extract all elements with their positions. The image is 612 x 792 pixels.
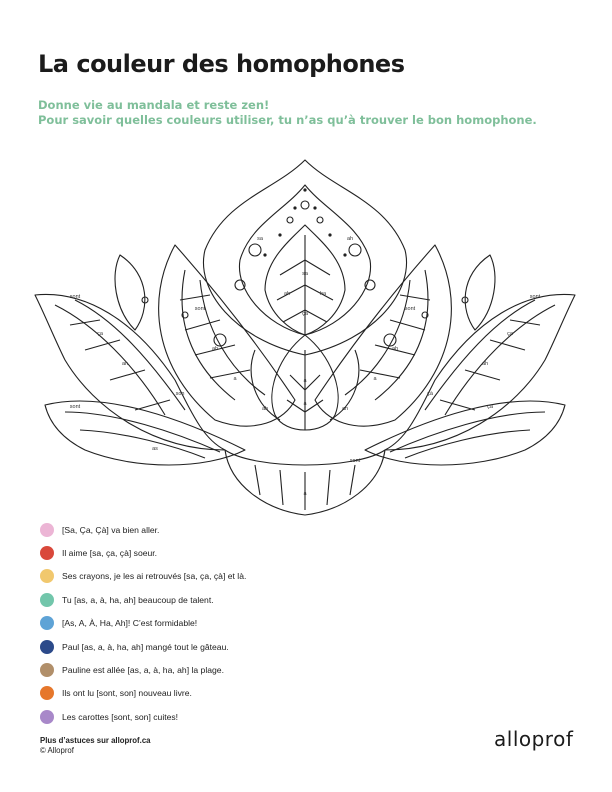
- lotus-mandala-illustration: [25, 150, 585, 520]
- legend-item: [40, 612, 370, 635]
- zone-label: a: [303, 378, 307, 384]
- zone-label: sont: [404, 306, 416, 312]
- zone-label: ça: [487, 404, 493, 410]
- color-swatch: [40, 663, 54, 677]
- page-title: La couleur des homophones: [38, 50, 405, 78]
- zone-label: sa: [257, 236, 263, 242]
- copyright: © Alloprof: [40, 746, 74, 755]
- zone-label: sa: [302, 271, 308, 277]
- legend-sentence: [Sa, Ça, Çà] va bien aller.: [62, 524, 160, 535]
- zone-label: sont: [194, 306, 206, 312]
- legend-sentence: Les carottes [sont, son] cuites!: [62, 711, 179, 722]
- legend-item: [40, 682, 370, 705]
- zone-label: ah: [261, 406, 269, 412]
- right-petal: [315, 245, 451, 426]
- zone-label: sont: [69, 294, 81, 300]
- zone-label: ça: [302, 311, 308, 317]
- color-swatch: [40, 523, 54, 537]
- legend-item: [40, 658, 370, 681]
- zone-label: ha: [319, 291, 327, 297]
- subtitle-line-1: Donne vie au mandala et reste zen!: [38, 98, 270, 112]
- bottom-right-leaf: [365, 401, 565, 465]
- zone-label: ah: [391, 346, 399, 352]
- color-swatch: [40, 569, 54, 583]
- zone-label: ah: [283, 291, 291, 297]
- zone-label: son: [175, 391, 185, 397]
- zone-label: ah: [341, 406, 349, 412]
- legend-item: [40, 588, 370, 611]
- legend-item: [40, 518, 370, 541]
- zone-label: a: [233, 376, 237, 382]
- alloprof-logo: alloprof: [494, 727, 574, 751]
- legend-sentence: Paul [as, a, à, ha, ah] mangé tout le gâteau.: [62, 641, 229, 652]
- legend-sentence: Tu [as, a, à, ha, ah] beaucoup de talent.: [62, 594, 214, 605]
- legend-item: [40, 635, 370, 658]
- zone-label: a: [303, 491, 307, 497]
- color-swatch: [40, 593, 54, 607]
- legend-sentence: [As, A, À, Ha, Ah]! C’est formidable!: [62, 618, 198, 629]
- zone-label: sont: [349, 458, 361, 464]
- zone-label: ça: [97, 331, 103, 337]
- zone-label: ah: [211, 346, 219, 352]
- zone-label: ah: [481, 361, 489, 367]
- bottom-left-leaf: [45, 401, 245, 465]
- zone-label: ah: [121, 361, 129, 367]
- subtitle-line-2: Pour savoir quelles couleurs utiliser, tu n’as qu’à trouver le bon homophone.: [38, 113, 537, 127]
- zone-label: a: [373, 376, 377, 382]
- zone-label: ça: [507, 331, 513, 337]
- color-swatch: [40, 546, 54, 560]
- zone-label: as: [152, 446, 158, 452]
- zone-label: sont: [529, 294, 541, 300]
- color-swatch: [40, 686, 54, 700]
- legend-sentence: Ses crayons, je les ai retrouvés [sa, ça, çà] et là.: [62, 571, 247, 582]
- color-swatch: [40, 710, 54, 724]
- footer-link-text: Plus d’astuces sur alloprof.ca: [40, 736, 151, 745]
- zone-label: çà: [427, 391, 433, 397]
- color-swatch: [40, 616, 54, 630]
- legend-sentence: Il aime [sa, ça, çà] soeur.: [62, 548, 158, 559]
- far-left-petal: [35, 294, 225, 450]
- legend-item: [40, 541, 370, 564]
- zone-label: à: [303, 401, 307, 407]
- legend-item: [40, 705, 370, 728]
- far-right-petal: [385, 294, 575, 450]
- color-legend: [40, 518, 370, 729]
- zone-label: ah: [346, 236, 354, 242]
- color-swatch: [40, 640, 54, 654]
- legend-sentence: Ils ont lu [sont, son] nouveau livre.: [62, 688, 192, 699]
- left-petal: [159, 245, 295, 426]
- legend-item: [40, 565, 370, 588]
- legend-sentence: Pauline est allée [as, a, à, ha, ah] la plage.: [62, 665, 224, 676]
- zone-label: sont: [69, 404, 81, 410]
